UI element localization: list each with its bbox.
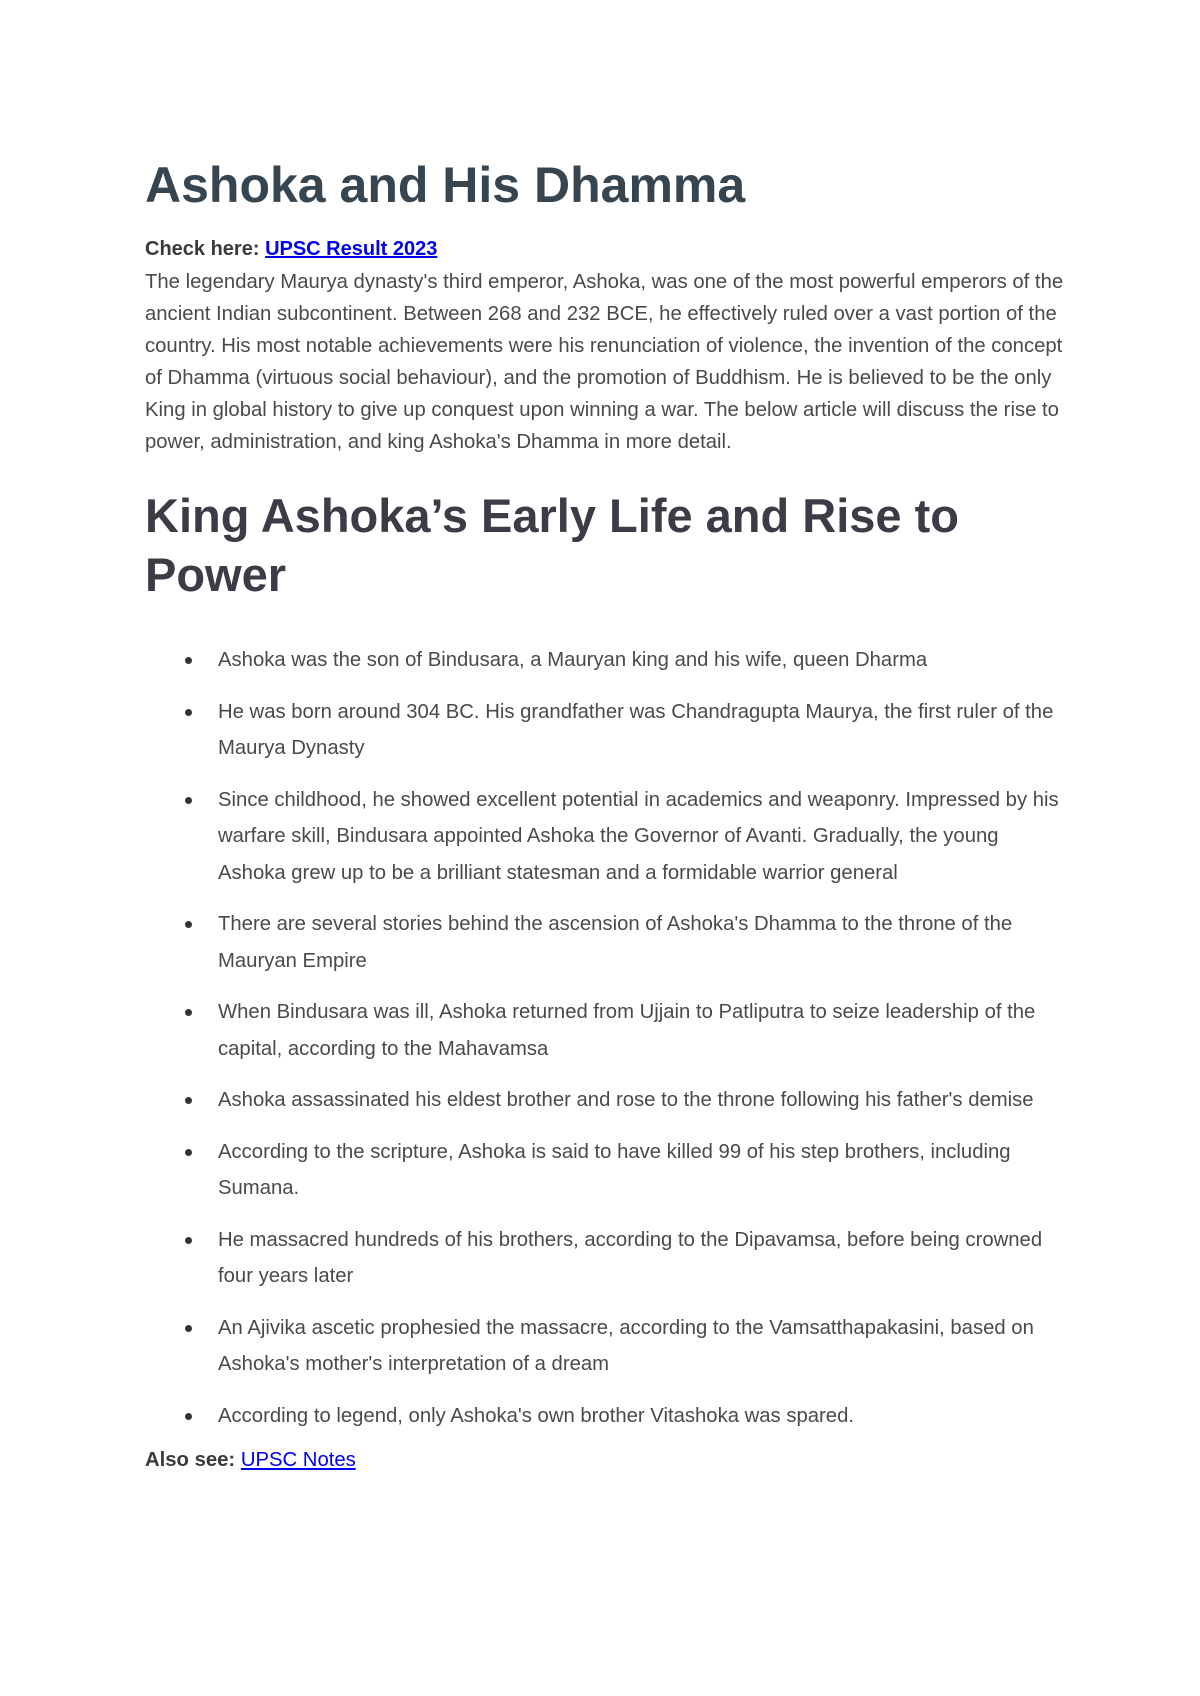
- list-item: [145, 906, 1070, 979]
- bullet-list: [145, 642, 1070, 1434]
- also-see-label: Also see:: [145, 1449, 236, 1471]
- document-page: [145, 150, 1070, 1475]
- list-item: [145, 1310, 1070, 1383]
- list-item: [145, 694, 1070, 767]
- bullet-icon: [185, 1149, 192, 1156]
- bullet-icon: [185, 797, 192, 804]
- list-item: [145, 1082, 1070, 1119]
- bullet-icon: [185, 1237, 192, 1244]
- check-here-label: Check here:: [145, 238, 260, 260]
- page-title: Ashoka and His Dhamma: [145, 157, 746, 213]
- list-item: [145, 782, 1070, 892]
- bullet-icon: [185, 657, 192, 664]
- bullet-icon: [185, 921, 192, 928]
- bullet-icon: [185, 1325, 192, 1332]
- list-item-text: He was born around 304 BC. His grandfather was Chandragupta Maurya, the first ruler of the Maurya Dynasty: [218, 700, 1054, 759]
- list-item-text: Since childhood, he showed excellent potential in academics and weaponry. Impressed by his warfare skill, Bindusara appointed Ashoka the Governor of Avanti. Gradually, the young Ashoka grew up to be a brilliant statesman and a formidable warrior general: [218, 788, 1059, 884]
- list-item-text: There are several stories behind the ascension of Ashoka's Dhamma to the throne of the Mauryan Empire: [218, 913, 1013, 972]
- check-here-line: [145, 234, 1070, 264]
- bullet-icon: [185, 1097, 192, 1104]
- list-item-text: When Bindusara was ill, Ashoka returned from Ujjain to Patliputra to seize leadership of the capital, according to the Mahavamsa: [218, 1001, 1036, 1060]
- list-item-text: According to legend, only Ashoka's own brother Vitashoka was spared.: [218, 1404, 854, 1427]
- bullet-icon: [185, 1413, 192, 1420]
- bullet-icon: [185, 709, 192, 716]
- also-see-line: [145, 1445, 1070, 1475]
- upsc-notes-link[interactable]: UPSC Notes: [240, 1449, 356, 1471]
- list-item: [145, 642, 1070, 679]
- section-heading: King Ashoka’s Early Life and Rise to Power: [145, 489, 959, 601]
- list-item-text: According to the scripture, Ashoka is said to have killed 99 of his step brothers, including Sumana.: [218, 1140, 1011, 1199]
- list-item: [145, 1398, 1070, 1435]
- upsc-result-link[interactable]: UPSC Result 2023: [265, 238, 438, 260]
- list-item-text: He massacred hundreds of his brothers, according to the Dipavamsa, before being crowned four years later: [218, 1228, 1043, 1287]
- list-item: [145, 994, 1070, 1067]
- list-item: [145, 1134, 1070, 1207]
- intro-paragraph: The legendary Maurya dynasty's third emperor, Ashoka, was one of the most powerful emperors of the ancient Indian subcontinent. Between 268 and 232 BCE, he effectively ruled over a vast portion of the country. His most notable achievements were his renunciation of violence, the invention of the concept of Dhamma (virtuous social behaviour), and the promotion of Buddhism. He is believed to be the only King in global history to give up conquest upon winning a war. The below article will discuss the rise to power, administration, and king Ashoka's Dhamma in more detail.: [145, 271, 1064, 453]
- list-item-text: Ashoka was the son of Bindusara, a Mauryan king and his wife, queen Dharma: [218, 649, 928, 671]
- list-item-text: Ashoka assassinated his eldest brother and rose to the throne following his father's demise: [218, 1089, 1034, 1111]
- bullet-icon: [185, 1009, 192, 1016]
- list-item-text: An Ajivika ascetic prophesied the massacre, according to the Vamsatthapakasini, based on Ashoka's mother's interpretation of a dream: [218, 1316, 1034, 1375]
- list-item: [145, 1222, 1070, 1295]
